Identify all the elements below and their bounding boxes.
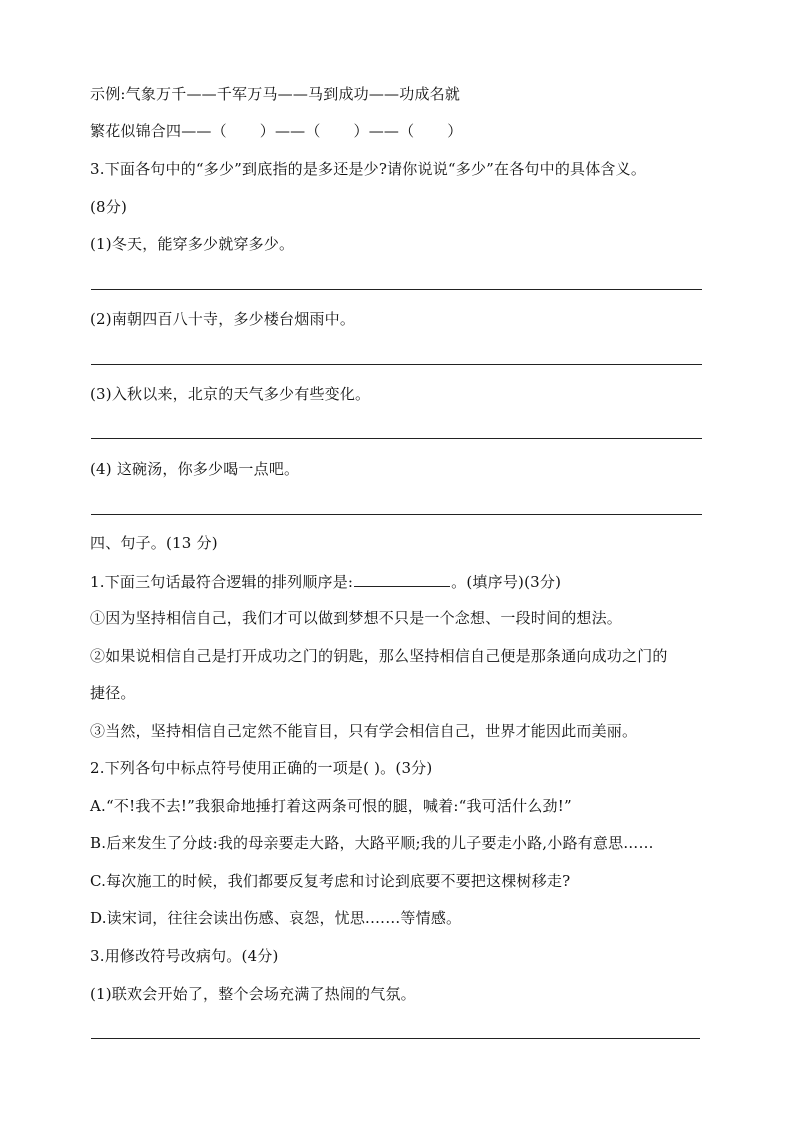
s1-option-1: ①因为坚持相信自己，我们才可以做到梦想不只是一个念想、一段时间的想法。: [90, 609, 623, 627]
q3-sentence-2: (2)南朝四百八十寺，多少楼台烟雨中。: [90, 310, 356, 328]
s2-option-a: A.“不!我不去!”我狠命地捶打着这两条可恨的腿，喊着:“我可活什么劲!”: [90, 797, 572, 815]
example-line: 示例:气象万千——千军万马——马到成功——功成名就: [90, 85, 461, 103]
q3-points: (8分): [90, 198, 128, 216]
answer-line-2[interactable]: [91, 364, 702, 365]
answer-line-5[interactable]: [91, 1038, 700, 1039]
s2-title: 2.下列各句中标点符号使用正确的一项是( )。(3分): [90, 759, 433, 777]
answer-line-3[interactable]: [91, 438, 702, 439]
order-answer-blank[interactable]: [354, 571, 450, 587]
s2-option-d: D.读宋词，往往会读出伤感、哀怨，忧思.……等情感。: [90, 909, 462, 927]
s1-option-3: ③当然，坚持相信自己定然不能盲目，只有学会相信自己，世界才能因此而美丽。: [90, 722, 638, 740]
q3-sentence-3: (3)入秋以来，北京的天气多少有些变化。: [90, 385, 371, 403]
q3-sentence-1: (1)冬天，能穿多少就穿多少。: [90, 235, 295, 253]
idiom-chain-question: 繁花似锦合四——（ ）——（ ）——（ ）: [90, 122, 463, 140]
s2-option-b: B.后来发生了分歧:我的母亲要走大路，大路平顺;我的儿子要走小路,小路有意思……: [90, 834, 654, 852]
section-4-title: 四、句子。(13 分): [90, 534, 218, 552]
s2-option-c: C.每次施工的时候，我们都要反复考虑和讨论到底要不要把这棵树移走?: [90, 872, 571, 890]
q3-sentence-4: (4) 这碗汤，你多少喝一点吧。: [90, 460, 300, 478]
s1-title: [90, 571, 561, 592]
s1-option-2: ②如果说相信自己是打开成功之门的钥匙，那么坚持相信自己便是那条通向成功之门的: [90, 647, 668, 665]
s3-title: 3.用修改符号改病句。(4分): [90, 947, 279, 965]
s1-option-2-cont: 捷径。: [90, 684, 136, 702]
s3-sentence-1: (1)联欢会开始了，整个会场充满了热闹的气氛。: [90, 985, 416, 1003]
s1-title-suffix: 。(填序号)(3分): [451, 573, 562, 591]
answer-line-1[interactable]: [91, 289, 702, 290]
s1-title-prefix: 1.下面三句话最符合逻辑的排列顺序是:: [90, 573, 354, 591]
answer-line-4[interactable]: [91, 514, 702, 515]
q3-title: 3.下面各句中的“多少”到底指的是多还是少?请你说说“多少”在各句中的具体含义。: [90, 160, 647, 178]
